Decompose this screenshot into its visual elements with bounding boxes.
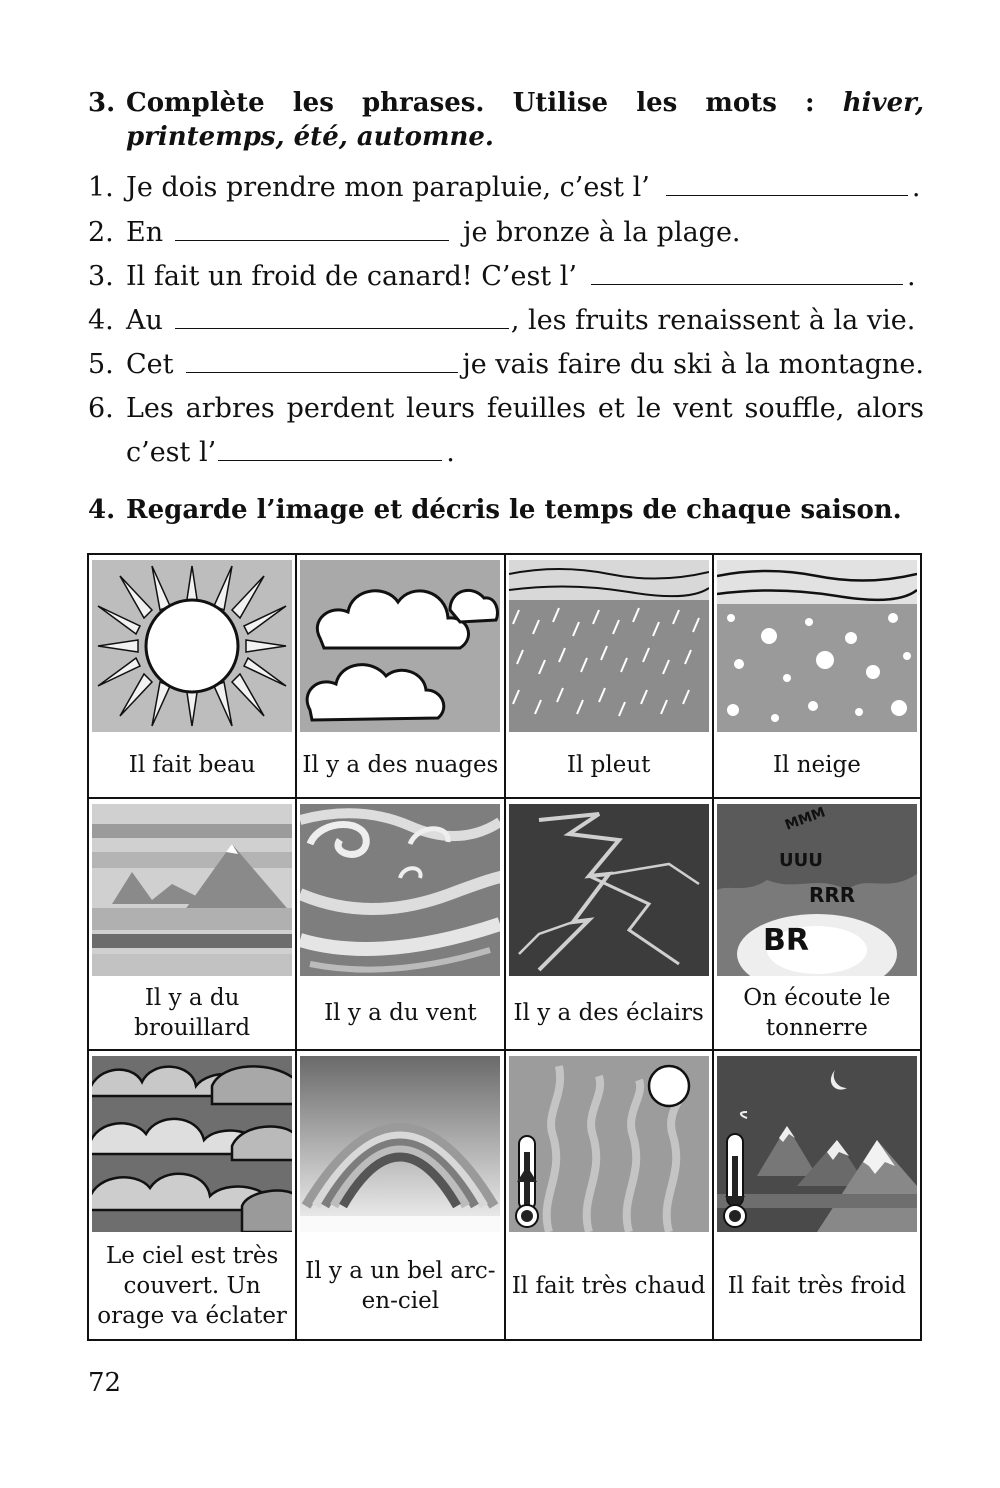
sun-icon <box>92 560 292 732</box>
sentence-text: , les fruits renaissent à la vie. <box>510 305 916 336</box>
sentence-4 <box>88 299 924 343</box>
answer-blank[interactable] <box>175 310 509 329</box>
sound-letter: BR <box>762 923 809 958</box>
sentence-text: c’est l’ <box>126 437 217 468</box>
weather-card <box>88 554 296 798</box>
caption: Il y a du vent <box>324 999 477 1026</box>
sentence-text: . <box>911 172 921 203</box>
exercise-4-instruction: Regarde l’image et décris le temps de chaque saison. <box>126 495 902 525</box>
sound-letter: MMM <box>782 804 828 834</box>
caption: Il fait beau <box>128 751 256 778</box>
weather-card <box>88 798 296 1050</box>
sentence-text: . <box>906 261 916 292</box>
hot-icon <box>509 1056 709 1232</box>
lightning-icon <box>509 804 709 976</box>
caption: Il y a des nuages <box>302 751 499 778</box>
weather-card <box>713 1050 921 1340</box>
exercise-3-number: 3. <box>88 88 116 118</box>
weather-card <box>296 798 504 1050</box>
wind-icon <box>300 804 500 976</box>
exercise-4-number: 4. <box>88 495 116 525</box>
sentence-number: 3. <box>88 261 114 292</box>
sentence-text: je bronze à la plage. <box>463 217 741 248</box>
caption: Il y a du brouillard <box>134 984 251 1041</box>
clouds-icon <box>300 560 500 732</box>
answer-blank[interactable] <box>175 222 449 241</box>
sound-letter: UUU <box>778 850 823 871</box>
snow-icon <box>717 560 917 732</box>
caption: On écoute le tonnerre <box>743 984 891 1041</box>
overcast-icon <box>92 1056 292 1232</box>
weather-card <box>713 798 921 1050</box>
sentence-number: 2. <box>88 217 114 248</box>
sentence-text: je vais faire du ski à la montagne. <box>462 349 924 380</box>
caption: Il y a des éclairs <box>513 999 704 1026</box>
rain-icon <box>509 560 709 732</box>
caption: Il fait très chaud <box>511 1272 706 1299</box>
sentence-2 <box>88 211 924 255</box>
sentence-text: Je dois prendre mon parapluie, c’est l’ <box>126 172 650 203</box>
caption: Il fait très froid <box>727 1272 907 1299</box>
weather-card <box>88 1050 296 1340</box>
rainbow-icon <box>300 1056 500 1232</box>
page-number: 72 <box>88 1368 122 1398</box>
answer-blank[interactable] <box>591 266 903 285</box>
sentence-6-continued <box>88 431 924 475</box>
exercise-3-instruction: Complète les phrases. Utilise les mots : <box>126 88 815 118</box>
sentence-number: 4. <box>88 305 114 336</box>
fog-icon <box>92 804 292 976</box>
sentence-1 <box>88 166 924 210</box>
caption: Il pleut <box>566 751 651 778</box>
answer-blank[interactable] <box>186 354 459 373</box>
exercise-4-heading <box>88 493 924 527</box>
sentence-text: . <box>446 437 455 468</box>
cold-icon <box>717 1056 917 1232</box>
weather-table <box>87 553 922 1341</box>
sentence-text: Au <box>126 305 163 336</box>
weather-card <box>713 554 921 798</box>
answer-blank[interactable] <box>218 442 442 461</box>
caption: Il y a un bel arc-en-ciel <box>305 1257 496 1314</box>
weather-card <box>505 798 713 1050</box>
weather-card <box>505 1050 713 1340</box>
sentence-text: En <box>126 217 164 248</box>
exercise-3-words: hiver, printemps, été, automne. <box>126 88 924 152</box>
sentence-5 <box>88 343 924 387</box>
caption: Le ciel est très couvert. Un orage va éclater <box>97 1242 287 1329</box>
weather-card <box>505 554 713 798</box>
sound-letter: RRR <box>808 883 856 907</box>
weather-card <box>296 554 504 798</box>
sentence-text: Il fait un froid de canard! C’est l’ <box>126 261 577 292</box>
sentence-6 <box>88 387 924 431</box>
sentence-text: Cet <box>126 349 174 380</box>
sentence-number: 5. <box>88 349 114 380</box>
sentence-number: 6. <box>88 393 114 424</box>
sentence-text: Les arbres perdent leurs feuilles et le vent souffle, alors <box>126 393 924 424</box>
sentence-number: 1. <box>88 172 114 203</box>
sentence-3 <box>88 255 924 299</box>
caption: Il neige <box>772 751 861 778</box>
thunder-icon <box>717 804 917 976</box>
answer-blank[interactable] <box>666 177 908 196</box>
exercise-3-heading <box>88 86 924 154</box>
weather-card <box>296 1050 504 1340</box>
